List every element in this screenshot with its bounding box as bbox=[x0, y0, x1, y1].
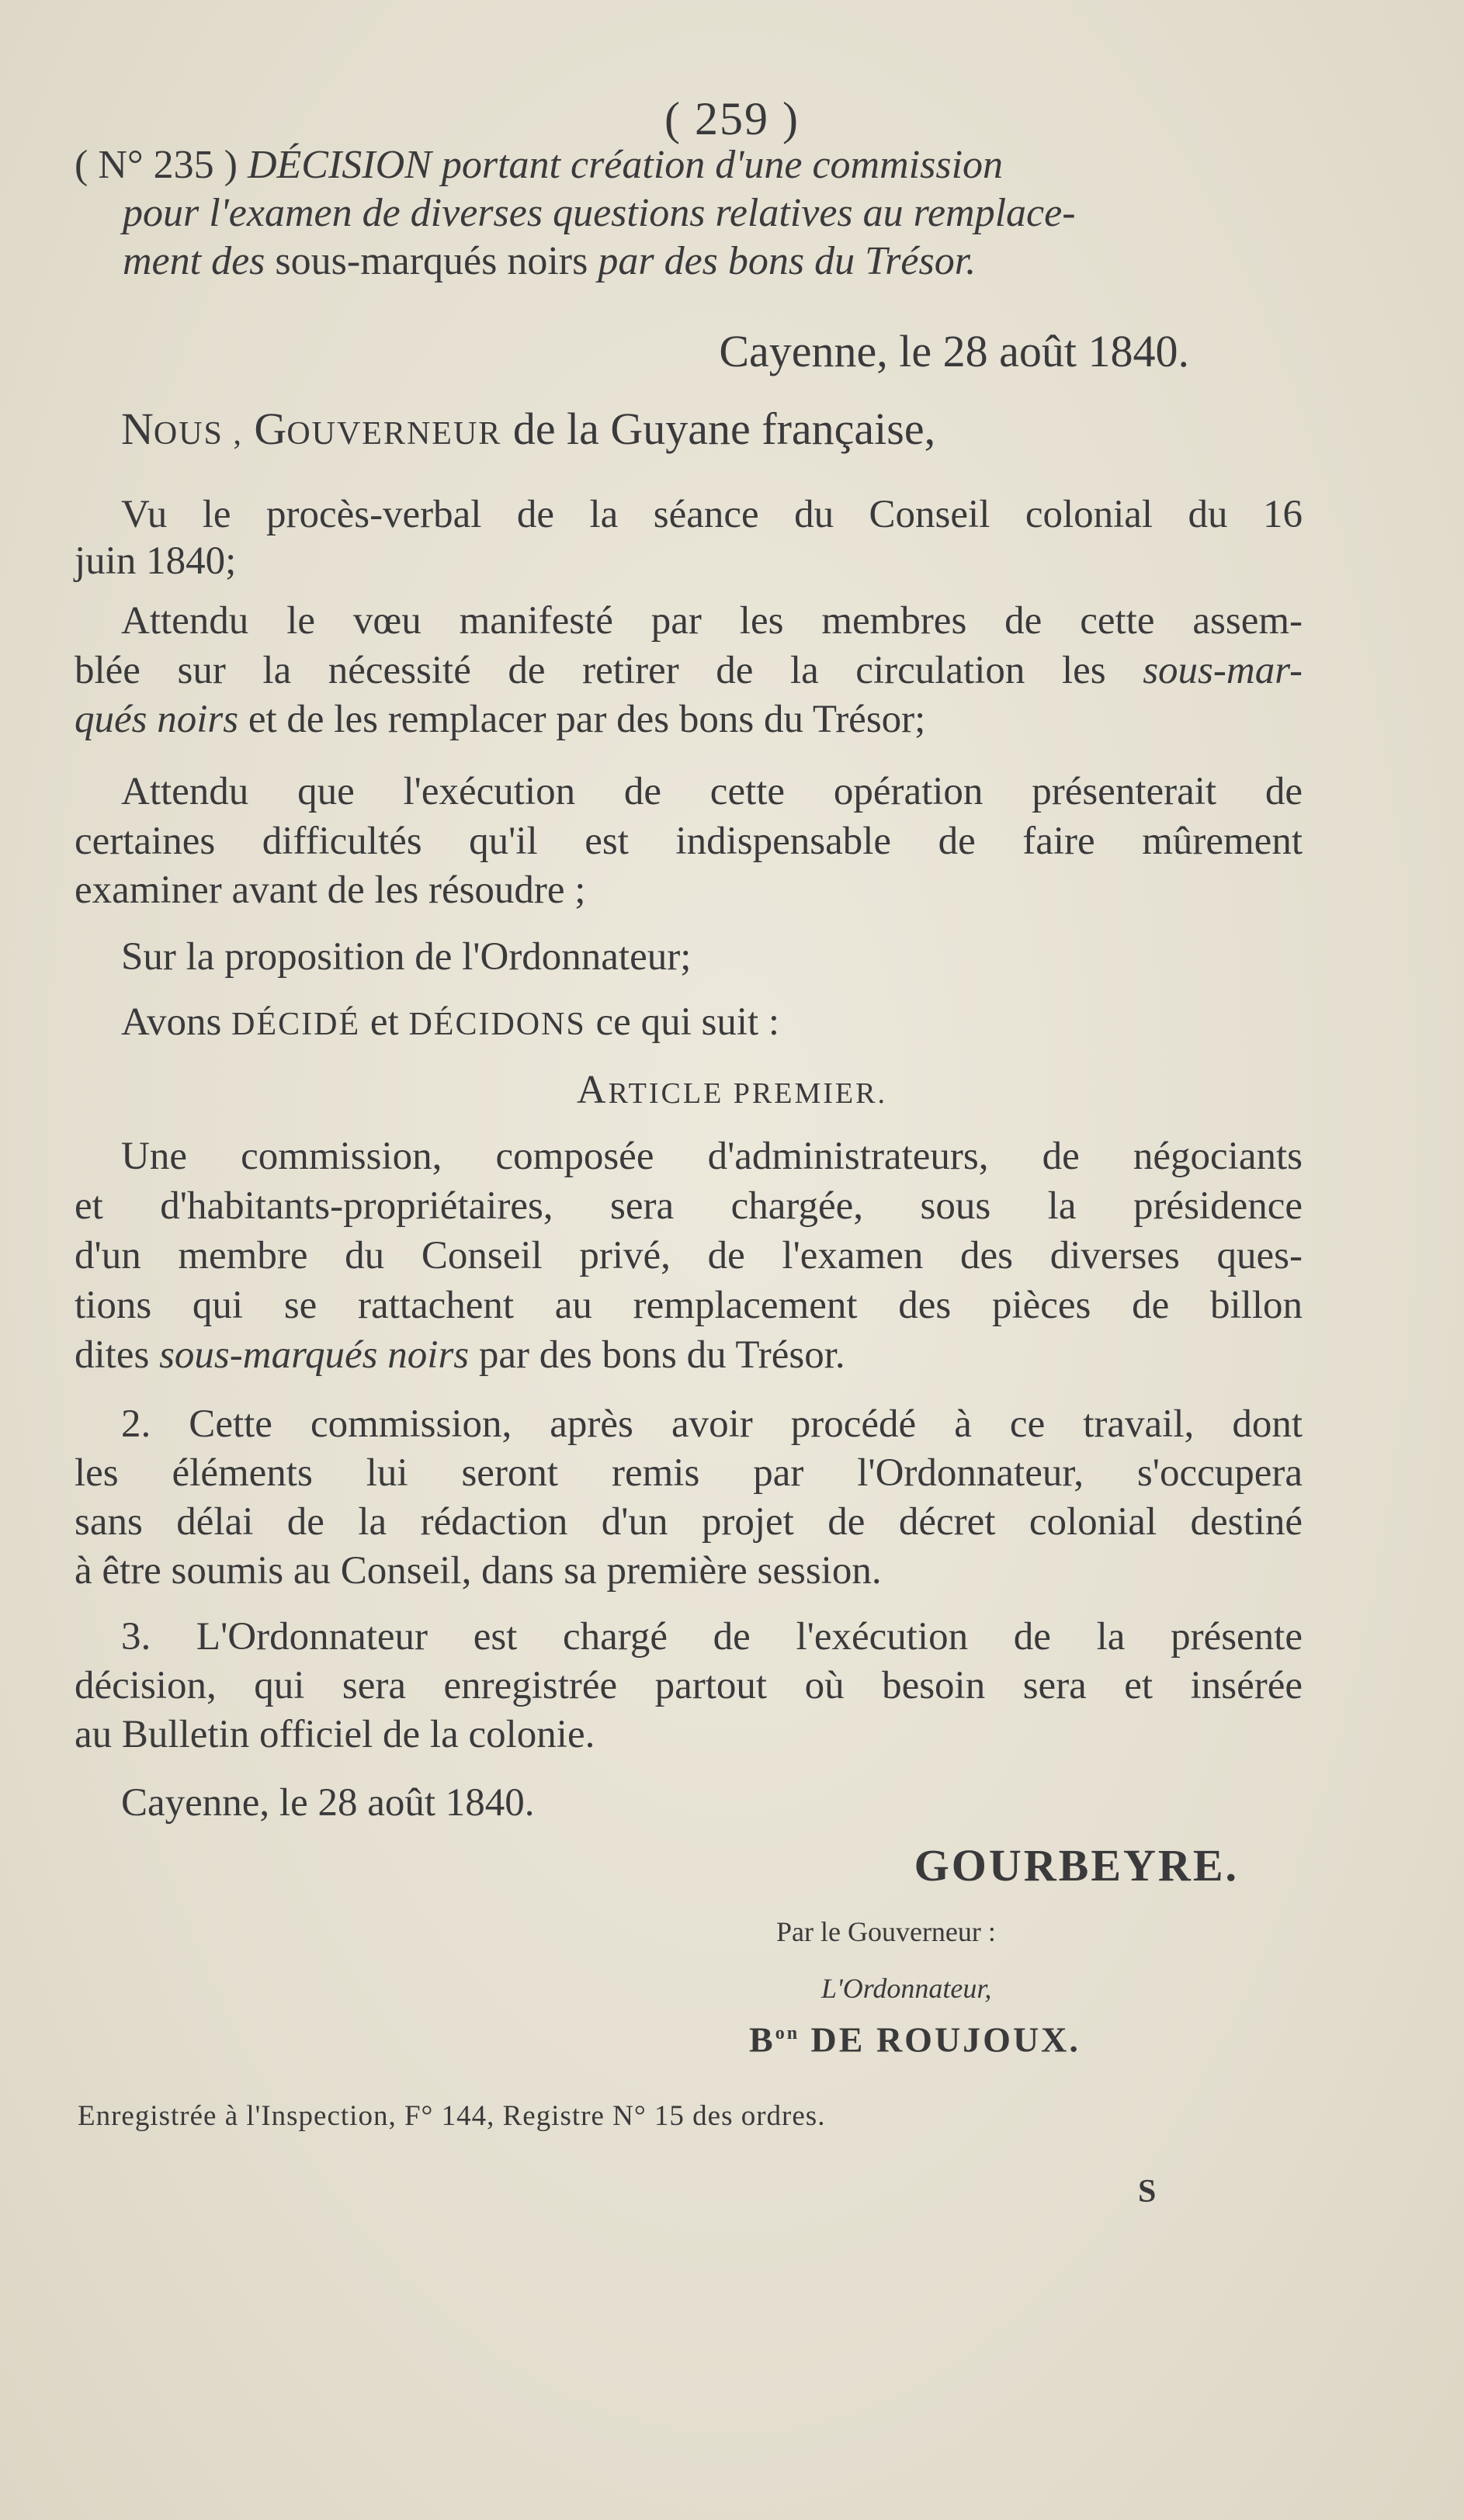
decision-heading-line-2: pour l'examen de diverses questions relatives au remplace- bbox=[123, 191, 1076, 235]
decision-heading-line-3: ment des sous-marqués noirs par des bons du Trésor. bbox=[123, 239, 977, 283]
par-le-gouverneur: Par le Gouverneur : bbox=[776, 1916, 996, 1947]
ordonnateur-signature: $B^{on}$ DE ROUJOUX. bbox=[749, 2019, 1081, 2060]
attendu-2-line-1: Attendu que l'exécution de cette opération présenterait de bbox=[121, 770, 1303, 813]
article-2-line-1: 2. Cette commission, après avoir procédé à ce travail, dont bbox=[121, 1402, 1303, 1446]
attendu-1-line-2: blée sur la nécessité de retirer de la circulation les sous-mar- bbox=[75, 649, 1303, 692]
decision-title: DÉCISION portant création d'une commission bbox=[247, 143, 1004, 187]
vu-line-1: Vu le procès-verbal de la séance du Conseil colonial du 16 bbox=[121, 493, 1303, 536]
article-1-line-1: Une commission, composée d'administrateurs, de négociants bbox=[121, 1135, 1303, 1178]
sur-la-proposition: Sur la proposition de l'Ordonnateur; bbox=[121, 935, 692, 979]
dateline-top: Cayenne, le 28 août 1840. bbox=[719, 326, 1189, 376]
dateline-bottom: Cayenne, le 28 août 1840. bbox=[121, 1781, 535, 1825]
attendu-2-line-3: examiner avant de les résoudre ; bbox=[75, 868, 586, 912]
vu-line-2: juin 1840; bbox=[75, 539, 237, 583]
governor-signature: GOURBEYRE. bbox=[914, 1840, 1239, 1891]
registration-footer: Enregistrée à l'Inspection, F° 144, Registre N° 15 des ordres. bbox=[78, 2100, 826, 2132]
article-2-line-4: à être soumis au Conseil, dans sa première session. bbox=[75, 1549, 882, 1593]
avons-decide-line: Avons DÉCIDÉ et DÉCIDONS ce qui suit : bbox=[121, 1000, 780, 1044]
article-1-line-5: dites sous-marqués noirs par des bons du Trésor. bbox=[75, 1333, 845, 1377]
preamble-line: NOUS , GOUVERNEUR de la Guyane française, bbox=[121, 404, 936, 454]
ordonnateur-title: L'Ordonnateur, bbox=[821, 1973, 992, 2004]
sheet-signature-mark: S bbox=[1138, 2174, 1157, 2210]
article-3-line-1: 3. L'Ordonnateur est chargé de l'exécution de la présente bbox=[121, 1615, 1303, 1659]
article-premier-heading: ARTICLE PREMIER. bbox=[577, 1068, 887, 1112]
article-3-line-3: au Bulletin officiel de la colonie. bbox=[75, 1713, 595, 1756]
article-3-line-2: décision, qui sera enregistrée partout où besoin sera et insérée bbox=[75, 1664, 1303, 1707]
article-2-line-3: sans délai de la rédaction d'un projet de décret colonial destiné bbox=[75, 1500, 1303, 1544]
article-1-line-2: et d'habitants-propriétaires, sera chargée, sous la présidence bbox=[75, 1184, 1303, 1228]
attendu-1-line-3: qués noirs et de les remplacer par des bons du Trésor; bbox=[75, 698, 926, 741]
article-1-line-4: tions qui se rattachent au remplacement des pièces de billon bbox=[75, 1284, 1303, 1327]
decision-heading-line-1 bbox=[75, 142, 1003, 189]
attendu-2-line-2: certaines difficultés qu'il est indispensable de faire mûrement bbox=[75, 820, 1303, 863]
decision-number: ( N° 235 ) bbox=[75, 143, 238, 187]
attendu-1-line-1: Attendu le vœu manifesté par les membres de cette assem- bbox=[121, 599, 1303, 643]
article-1-line-3: d'un membre du Conseil privé, de l'examen des diverses ques- bbox=[75, 1234, 1303, 1277]
page-number: ( 259 ) bbox=[664, 93, 800, 144]
article-2-line-2: les éléments lui seront remis par l'Ordonnateur, s'occupera bbox=[75, 1451, 1303, 1495]
